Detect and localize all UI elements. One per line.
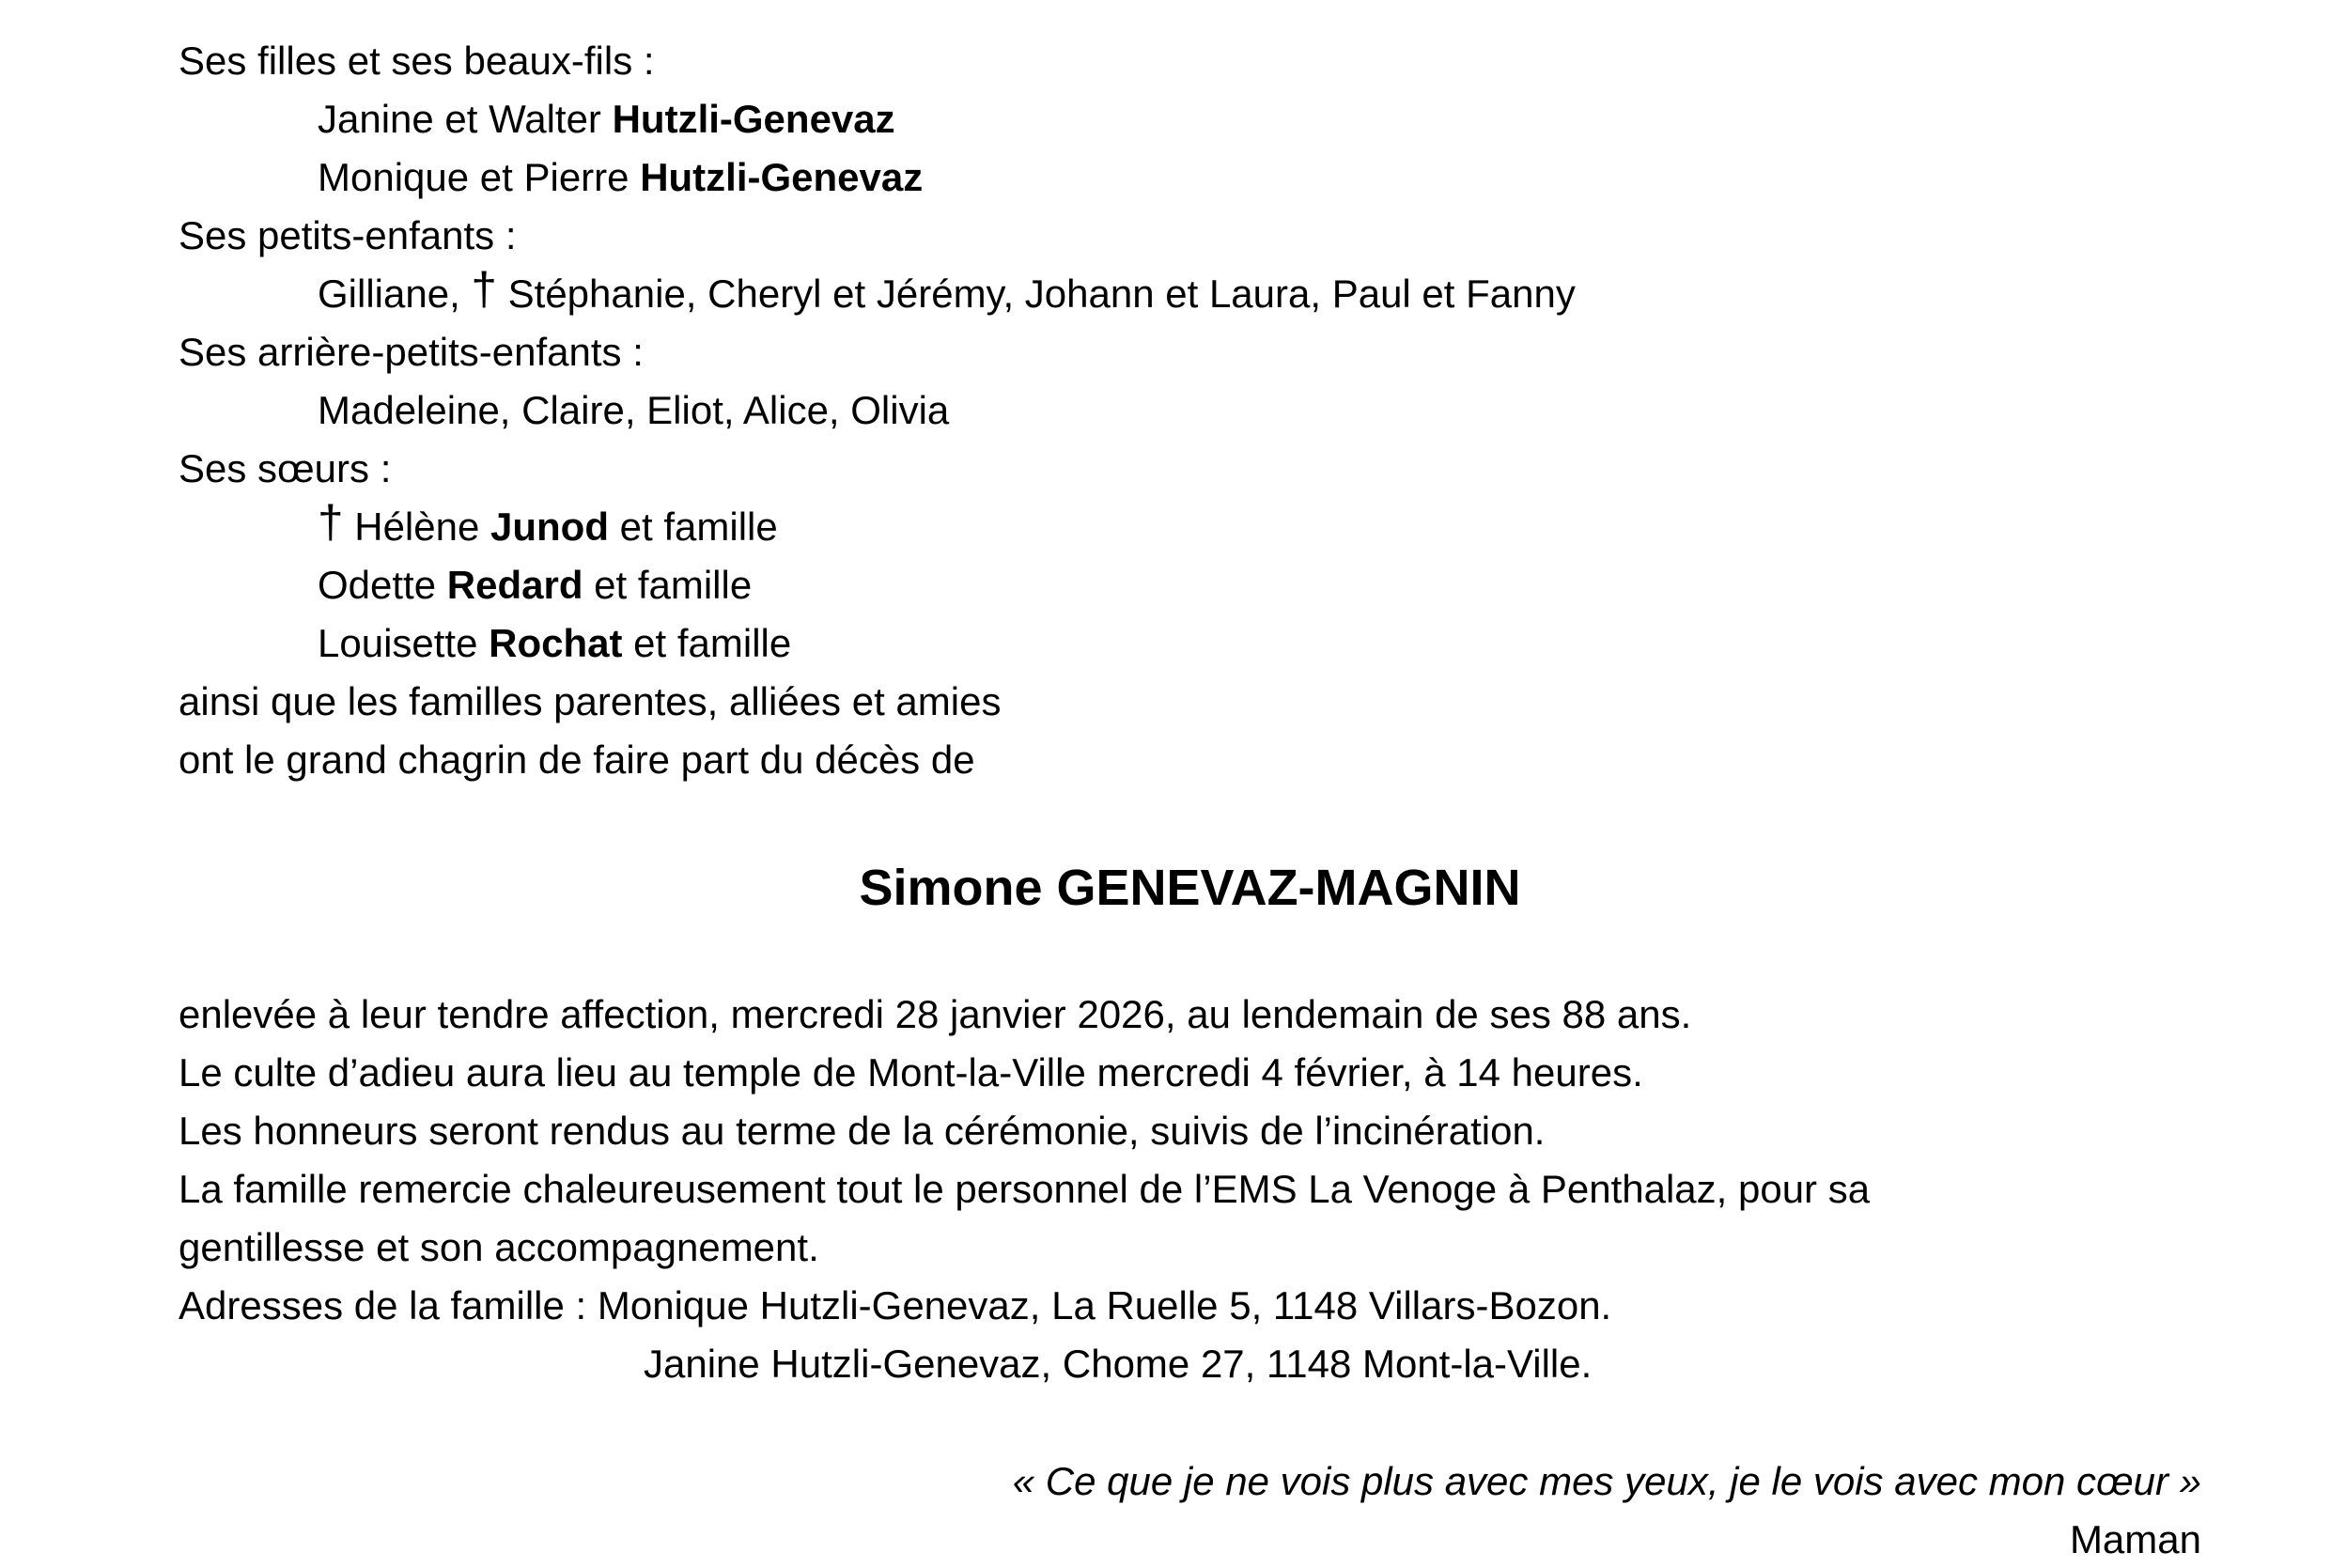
daughter-2-firstnames: Monique et Pierre	[318, 155, 641, 199]
deceased-name-title: Simone GENEVAZ-MAGNIN	[859, 860, 1521, 916]
quote-signature: Maman	[2069, 1517, 2201, 1561]
great-grandchildren-line: Madeleine, Claire, Eliot, Alice, Olivia	[318, 388, 950, 432]
details-section	[179, 986, 2201, 1393]
sister-2-surname: Redard	[446, 563, 583, 607]
honors-line: Les honneurs seront rendus au terme de la cérémonie, suivis de l’incinération.	[179, 1109, 1546, 1153]
family-address-line-2: Janine Hutzli-Genevaz, Chome 27, 1148 Mont-la-Ville.	[644, 1342, 1593, 1386]
sister-line-3	[179, 614, 2201, 673]
sister-3-suffix: et famille	[622, 621, 792, 665]
sister-line-1	[179, 495, 2201, 556]
ceremony-line: Le culte d’adieu aura lieu au temple de Mont-la-Ville mercredi 4 février, à 14 heures.	[179, 1050, 1643, 1094]
related-families-line: ainsi que les familles parentes, alliées et amies	[179, 679, 1002, 723]
sister-2-suffix: et famille	[583, 563, 753, 607]
obituary-content	[179, 32, 2201, 1568]
sister-3-firstname: Louisette	[318, 621, 490, 665]
memorial-quote: « Ce que je ne vois plus avec mes yeux, je le vois avec mon cœur »	[1012, 1459, 2201, 1503]
thanks-line-2: gentillesse et son accompagnement.	[179, 1225, 819, 1269]
family-address-line-1: Adresses de la famille : Monique Hutzli-Genevaz, La Ruelle 5, 1148 Villars-Bozon.	[179, 1283, 1612, 1327]
daughter-2-surname: Hutzli-Genevaz	[640, 155, 924, 199]
grandchildren-line	[179, 262, 2201, 323]
sister-3-surname: Rochat	[489, 621, 623, 665]
announcement-line: ont le grand chagrin de faire part du décès de	[179, 737, 975, 782]
daughter-1-firstnames: Janine et Walter	[318, 97, 613, 141]
sister-1-suffix: et famille	[608, 505, 778, 549]
grandchildren-names-post: Stéphanie, Cheryl et Jérémy, Johann et Laura, Paul et Fanny	[496, 272, 1576, 316]
daughter-line-1	[179, 90, 2201, 148]
daughters-header: Ses filles et ses beaux-fils :	[179, 39, 655, 83]
thanks-line-1: La famille remercie chaleureusement tout le personnel de l’EMS La Venoge à Penthalaz, pour sa	[179, 1167, 1871, 1211]
daughter-line-2	[179, 148, 2201, 207]
sister-2-firstname: Odette	[318, 563, 447, 607]
dagger-cross-icon: †	[318, 495, 344, 548]
sister-1-firstname: Hélène	[343, 505, 490, 549]
death-date-line: enlevée à leur tendre affection, mercredi 28 janvier 2026, au lendemain de ses 88 ans.	[179, 992, 1692, 1036]
dagger-cross-icon: †	[471, 262, 497, 315]
sister-1-surname: Junod	[490, 505, 609, 549]
daughter-1-surname: Hutzli-Genevaz	[612, 97, 895, 141]
grandchildren-header: Ses petits-enfants :	[179, 213, 517, 257]
sisters-header: Ses sœurs :	[179, 446, 392, 490]
quote-section	[179, 1452, 2201, 1568]
sister-line-2	[179, 556, 2201, 614]
great-grandchildren-header: Ses arrière-petits-enfants :	[179, 330, 644, 374]
grandchildren-names-pre: Gilliane,	[318, 272, 472, 316]
